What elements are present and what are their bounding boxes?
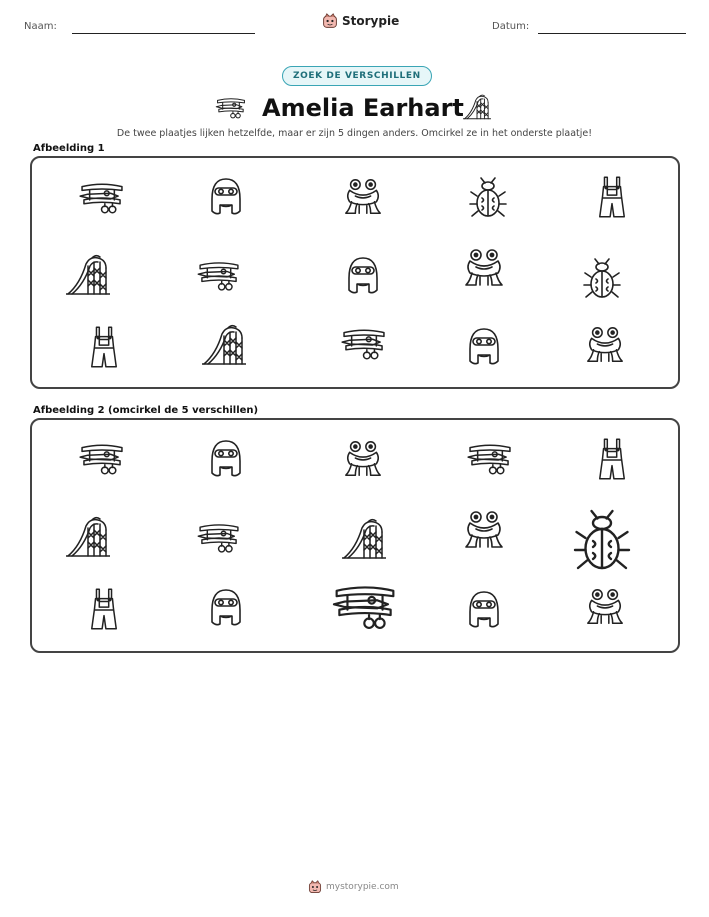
airplane-icon[interactable] — [330, 580, 400, 634]
overalls-icon[interactable] — [88, 324, 120, 370]
beetle-icon[interactable] — [582, 257, 622, 301]
rollercoaster-icon[interactable] — [202, 324, 246, 366]
frog-icon[interactable] — [584, 586, 626, 628]
frog-icon[interactable] — [462, 246, 506, 290]
airplane-icon[interactable] — [340, 325, 388, 363]
airplane-icon[interactable] — [466, 440, 514, 478]
helmet-icon[interactable] — [206, 437, 246, 481]
picture2-panel — [30, 418, 680, 653]
helmet-icon[interactable] — [464, 588, 504, 632]
rollercoaster-icon[interactable] — [66, 254, 110, 296]
overalls-icon[interactable] — [88, 586, 120, 632]
picture1-panel — [30, 156, 680, 389]
airplane-icon[interactable] — [196, 520, 242, 556]
helmet-icon[interactable] — [206, 586, 246, 630]
frog-icon[interactable] — [462, 508, 506, 552]
storypie-icon — [322, 13, 338, 29]
brand-logo — [322, 13, 399, 29]
airplane-icon[interactable] — [78, 179, 126, 217]
storypie-icon — [308, 880, 322, 894]
beetle-icon[interactable] — [468, 176, 508, 220]
date-label: Datum: — [492, 21, 530, 32]
activity-badge: ZOEK DE VERSCHILLEN — [282, 66, 432, 86]
airplane-icon[interactable] — [196, 258, 242, 294]
rollercoaster-icon[interactable] — [342, 518, 386, 560]
footer-url: mystorypie.com — [326, 882, 399, 892]
date-field[interactable] — [538, 33, 686, 34]
frog-icon[interactable] — [342, 438, 384, 480]
helmet-icon[interactable] — [464, 325, 504, 369]
helmet-icon[interactable] — [343, 254, 383, 298]
instructions: De twee plaatjes lijken hetzelfde, maar er zijn 5 dingen anders. Omcirkel ze in het onderste plaatje! — [116, 128, 593, 139]
overalls-icon[interactable] — [596, 436, 628, 482]
airplane-icon[interactable] — [78, 440, 126, 478]
brand-name: Storypie — [342, 14, 400, 28]
overalls-icon[interactable] — [596, 174, 628, 220]
picture2-label: Afbeelding 2 (omcirkel de 5 verschillen) — [33, 405, 259, 416]
name-field[interactable] — [72, 33, 255, 34]
page-title: Amelia Earhart — [262, 94, 464, 122]
airplane-icon — [215, 95, 247, 121]
frog-icon[interactable] — [584, 324, 626, 366]
rollercoaster-icon[interactable] — [66, 516, 110, 558]
beetle-icon[interactable] — [572, 508, 632, 574]
name-label: Naam: — [24, 21, 57, 32]
footer-brand — [308, 880, 399, 894]
frog-icon[interactable] — [342, 176, 384, 218]
picture1-label: Afbeelding 1 — [33, 143, 105, 154]
helmet-icon[interactable] — [206, 175, 246, 219]
rollercoaster-icon — [463, 94, 491, 120]
